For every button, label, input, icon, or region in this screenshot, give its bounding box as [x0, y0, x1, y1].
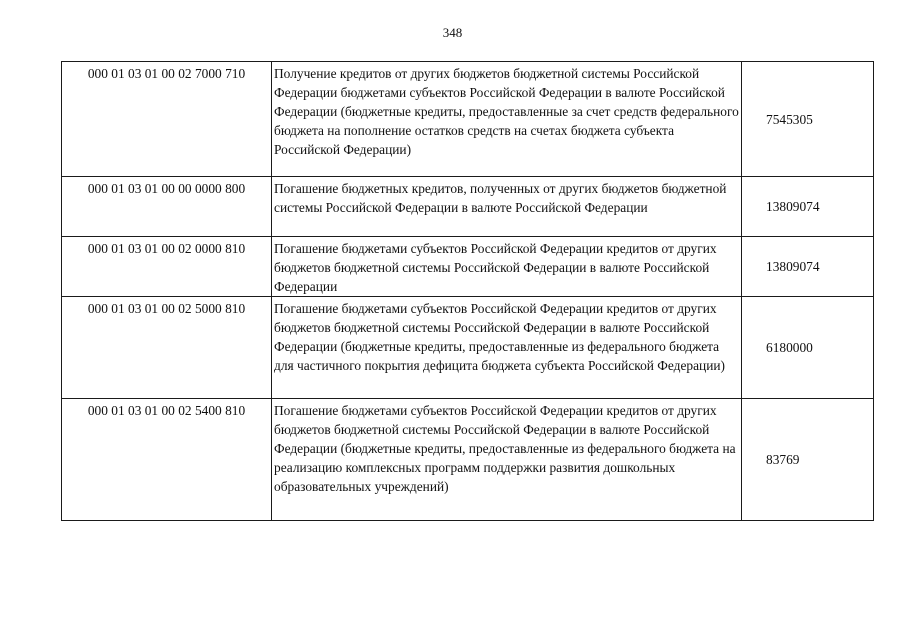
table-row	[62, 177, 874, 237]
table-row	[62, 297, 874, 399]
description-cell: Погашение бюджетами субъектов Российской Федерации кредитов от других бюджетов бюджетной системы Российской Федерации в валюте Российской Федерации (бюджетные кредиты, предоставленные из федерального бюджета на реализацию комплексных программ поддержки развития дошкольных образовательных учреждений)	[272, 399, 742, 521]
description-cell: Погашение бюджетами субъектов Российской Федерации кредитов от других бюджетов бюджетной системы Российской Федерации в валюте Российской Федерации	[272, 237, 742, 297]
description-cell: Получение кредитов от других бюджетов бюджетной системы Российской Федерации бюджетами субъектов Российской Федерации в валюте Российской Федерации (бюджетные кредиты, предоставленные за счет средств федерального бюджета на пополнение остатков средств на счетах бюджета субъекта Российской Федерации)	[272, 62, 742, 177]
description-cell: Погашение бюджетных кредитов, полученных от других бюджетов бюджетной системы Российской Федерации в валюте Российской Федерации	[272, 177, 742, 237]
table-row	[62, 237, 874, 297]
budget-code-cell: 000 01 03 01 00 02 5000 810	[62, 297, 272, 399]
budget-code-cell: 000 01 03 01 00 00 0000 800	[62, 177, 272, 237]
budget-sources-table	[61, 61, 874, 521]
amount-cell: 13809074	[742, 237, 874, 297]
budget-code-cell: 000 01 03 01 00 02 7000 710	[62, 62, 272, 177]
table-row	[62, 62, 874, 177]
amount-cell: 6180000	[742, 297, 874, 399]
budget-code-cell: 000 01 03 01 00 02 0000 810	[62, 237, 272, 297]
description-cell: Погашение бюджетами субъектов Российской Федерации кредитов от других бюджетов бюджетной системы Российской Федерации в валюте Российской Федерации (бюджетные кредиты, предоставленные из федерального бюджета для частичного покрытия дефицита бюджета субъекта Российской Федерации)	[272, 297, 742, 399]
budget-code-cell: 000 01 03 01 00 02 5400 810	[62, 399, 272, 521]
amount-cell: 83769	[742, 399, 874, 521]
amount-cell: 13809074	[742, 177, 874, 237]
table-row	[62, 399, 874, 521]
amount-cell: 7545305	[742, 62, 874, 177]
page-number: 348	[442, 25, 463, 40]
